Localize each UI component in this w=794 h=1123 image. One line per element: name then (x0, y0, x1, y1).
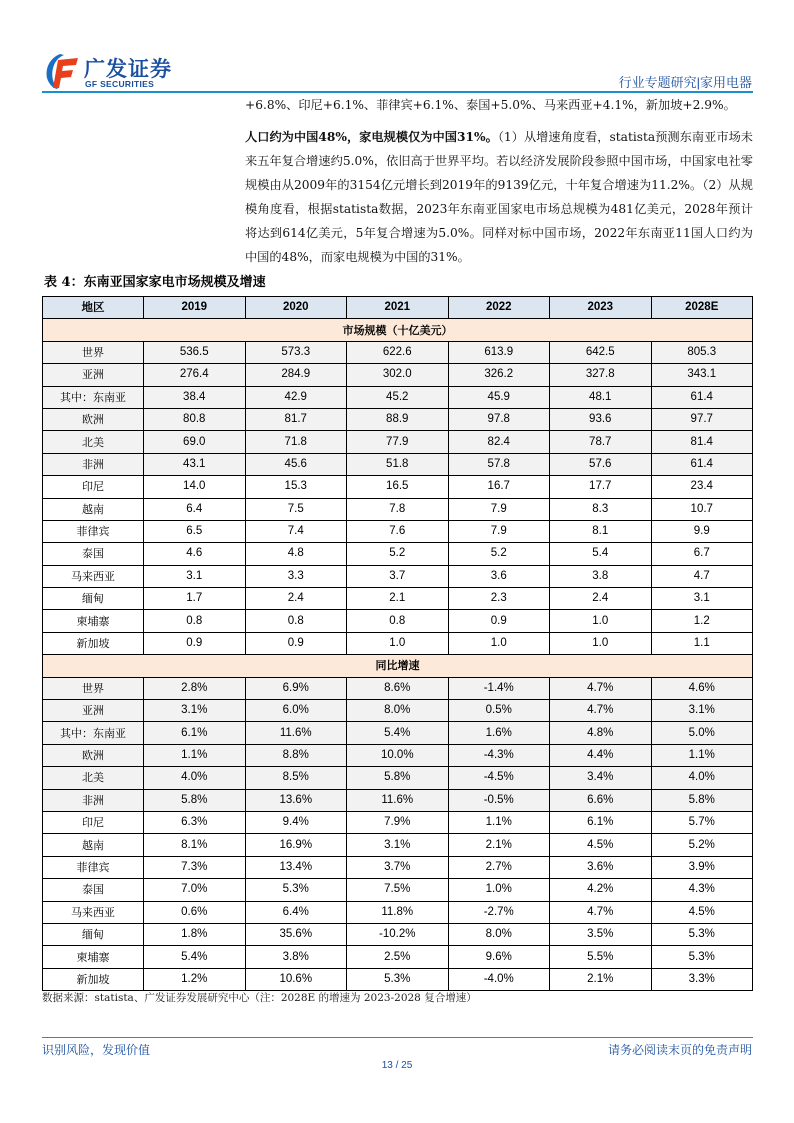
value-cell: 11.8% (347, 901, 449, 923)
table-row (43, 722, 753, 744)
value-cell: 11.6% (347, 789, 449, 811)
value-cell: 43.1 (144, 453, 246, 475)
value-cell: 51.8 (347, 453, 449, 475)
value-cell: 1.2 (651, 610, 753, 632)
value-cell: 8.6% (347, 677, 449, 699)
value-cell: 5.8% (347, 767, 449, 789)
market-size-table (42, 296, 753, 991)
table-row (43, 431, 753, 453)
header-cell-region: 地区 (43, 297, 144, 319)
table-header-row (43, 297, 753, 319)
value-cell: 5.3% (245, 879, 347, 901)
region-cell: 马来西亚 (43, 901, 144, 923)
table-row (43, 453, 753, 475)
value-cell: 5.3% (347, 968, 449, 990)
value-cell: 77.9 (347, 431, 449, 453)
value-cell: 13.4% (245, 856, 347, 878)
value-cell: 1.1 (651, 632, 753, 654)
value-cell: 16.9% (245, 834, 347, 856)
value-cell: 1.0 (347, 632, 449, 654)
value-cell: 8.0% (448, 923, 550, 945)
region-cell: 柬埔寨 (43, 946, 144, 968)
value-cell: 5.2% (651, 834, 753, 856)
value-cell: 1.8% (144, 923, 246, 945)
value-cell: 3.6 (448, 565, 550, 587)
value-cell: 6.7 (651, 543, 753, 565)
region-cell: 欧洲 (43, 744, 144, 766)
value-cell: 9.6% (448, 946, 550, 968)
value-cell: 3.1% (651, 700, 753, 722)
value-cell: 6.6% (550, 789, 652, 811)
value-cell: 48.1 (550, 386, 652, 408)
value-cell: 6.4% (245, 901, 347, 923)
region-cell: 世界 (43, 341, 144, 363)
value-cell: 80.8 (144, 408, 246, 430)
value-cell: 6.3% (144, 811, 246, 833)
value-cell: -2.7% (448, 901, 550, 923)
value-cell: 0.5% (448, 700, 550, 722)
value-cell: 8.5% (245, 767, 347, 789)
region-cell: 缅甸 (43, 923, 144, 945)
value-cell: 0.8 (347, 610, 449, 632)
table-row (43, 879, 753, 901)
value-cell: 16.5 (347, 476, 449, 498)
value-cell: 5.4% (144, 946, 246, 968)
value-cell: 4.5% (651, 901, 753, 923)
value-cell: 45.6 (245, 453, 347, 475)
value-cell: -4.3% (448, 744, 550, 766)
table-row (43, 610, 753, 632)
value-cell: 4.7% (550, 901, 652, 923)
value-cell: 7.6 (347, 520, 449, 542)
value-cell: 2.3 (448, 588, 550, 610)
region-cell: 缅甸 (43, 588, 144, 610)
table-row (43, 364, 753, 386)
value-cell: 276.4 (144, 364, 246, 386)
value-cell: 10.7 (651, 498, 753, 520)
table-row (43, 520, 753, 542)
value-cell: 5.5% (550, 946, 652, 968)
header-cell-2023: 2023 (550, 297, 652, 319)
region-cell: 泰国 (43, 543, 144, 565)
region-cell: 非洲 (43, 789, 144, 811)
value-cell: 7.4 (245, 520, 347, 542)
value-cell: 343.1 (651, 364, 753, 386)
value-cell: 2.4 (550, 588, 652, 610)
value-cell: 6.1% (144, 722, 246, 744)
table-row (43, 341, 753, 363)
value-cell: 4.7% (550, 700, 652, 722)
value-cell: 4.0% (651, 767, 753, 789)
value-cell: 17.7 (550, 476, 652, 498)
value-cell: 42.9 (245, 386, 347, 408)
header-cell-2028e: 2028E (651, 297, 753, 319)
value-cell: 3.6% (550, 856, 652, 878)
region-cell: 世界 (43, 677, 144, 699)
value-cell: 7.9% (347, 811, 449, 833)
value-cell: 1.1% (651, 744, 753, 766)
region-cell: 印尼 (43, 811, 144, 833)
value-cell: 16.7 (448, 476, 550, 498)
value-cell: 3.9% (651, 856, 753, 878)
footer-disclaimer: 请务必阅读末页的免责声明 (607, 1043, 752, 1057)
value-cell: 2.7% (448, 856, 550, 878)
value-cell: 81.7 (245, 408, 347, 430)
value-cell: 536.5 (144, 341, 246, 363)
value-cell: 3.3% (651, 968, 753, 990)
value-cell: 327.8 (550, 364, 652, 386)
footer-slogan: 识别风险，发现价值 (42, 1043, 151, 1057)
value-cell: 6.5 (144, 520, 246, 542)
region-cell: 菲律宾 (43, 856, 144, 878)
value-cell: 0.9 (144, 632, 246, 654)
value-cell: 4.8 (245, 543, 347, 565)
value-cell: 3.3 (245, 565, 347, 587)
value-cell: 69.0 (144, 431, 246, 453)
value-cell: 81.4 (651, 431, 753, 453)
gf-logo-icon (44, 52, 80, 90)
value-cell: 3.7% (347, 856, 449, 878)
value-cell: 2.4 (245, 588, 347, 610)
table-row (43, 700, 753, 722)
value-cell: 4.6 (144, 543, 246, 565)
value-cell: 23.4 (651, 476, 753, 498)
value-cell: 11.6% (245, 722, 347, 744)
region-cell: 印尼 (43, 476, 144, 498)
value-cell: 3.7 (347, 565, 449, 587)
value-cell: 8.1% (144, 834, 246, 856)
value-cell: 2.8% (144, 677, 246, 699)
table-row (43, 856, 753, 878)
value-cell: 1.0 (550, 610, 652, 632)
value-cell: -0.5% (448, 789, 550, 811)
table-row (43, 632, 753, 654)
header-cell-2022: 2022 (448, 297, 550, 319)
table-row (43, 923, 753, 945)
paragraph-body-text: （1）从增速角度看，statista预测东南亚市场未来五年复合增速约5.0%，依旧高于世界平均。若以经济发展阶段参照中国市场，中国家电社零规模由从2009年的3154亿元增长到2019年的9139亿元，十年复合增速为11.2%。（2）从规模角度看，根据statista数据，2023年东南亚国家电市场总规模为481亿美元，2028年预计将达到614亿美元，5年复合增速为5.0%。同样对标中国市场，2022年东南亚11国人口约为中国的48%，而家电规模为中国的31%。 (245, 130, 753, 264)
section-title: 同比增速 (43, 655, 753, 677)
section-title: 市场规模（十亿美元） (43, 319, 753, 341)
value-cell: 4.7% (550, 677, 652, 699)
table-row (43, 677, 753, 699)
value-cell: 2.1% (550, 968, 652, 990)
value-cell: 45.2 (347, 386, 449, 408)
report-section-title: 行业专题研究|家用电器 (618, 75, 752, 90)
value-cell: -10.2% (347, 923, 449, 945)
value-cell: 71.8 (245, 431, 347, 453)
region-cell: 新加坡 (43, 968, 144, 990)
table-row (43, 588, 753, 610)
value-cell: 3.8% (245, 946, 347, 968)
footer-divider (42, 1037, 753, 1038)
value-cell: 0.8 (144, 610, 246, 632)
table-row (43, 968, 753, 990)
value-cell: 1.1% (448, 811, 550, 833)
logo-english-text: GF SECURITIES (85, 79, 155, 89)
value-cell: 7.0% (144, 879, 246, 901)
value-cell: 0.6% (144, 901, 246, 923)
value-cell: 8.1 (550, 520, 652, 542)
value-cell: 57.6 (550, 453, 652, 475)
table-row (43, 744, 753, 766)
region-cell: 菲律宾 (43, 520, 144, 542)
value-cell: 4.3% (651, 879, 753, 901)
value-cell: 1.0% (448, 879, 550, 901)
value-cell: 642.5 (550, 341, 652, 363)
page-number: 13 / 25 (381, 1060, 413, 1071)
region-cell: 其中：东南亚 (43, 386, 144, 408)
table-section-row (43, 655, 753, 677)
header-cell-2020: 2020 (245, 297, 347, 319)
table-row (43, 946, 753, 968)
value-cell: 5.4% (347, 722, 449, 744)
value-cell: 7.9 (448, 520, 550, 542)
value-cell: 3.8 (550, 565, 652, 587)
value-cell: 284.9 (245, 364, 347, 386)
value-cell: 4.5% (550, 834, 652, 856)
table-row (43, 834, 753, 856)
table-row (43, 543, 753, 565)
value-cell: 8.8% (245, 744, 347, 766)
region-cell: 柬埔寨 (43, 610, 144, 632)
value-cell: 3.1 (144, 565, 246, 587)
value-cell: 3.5% (550, 923, 652, 945)
value-cell: 6.1% (550, 811, 652, 833)
value-cell: 61.4 (651, 453, 753, 475)
region-cell: 越南 (43, 834, 144, 856)
value-cell: 1.7 (144, 588, 246, 610)
value-cell: 1.6% (448, 722, 550, 744)
value-cell: 15.3 (245, 476, 347, 498)
value-cell: 4.0% (144, 767, 246, 789)
region-cell: 亚洲 (43, 700, 144, 722)
value-cell: 45.9 (448, 386, 550, 408)
value-cell: 4.2% (550, 879, 652, 901)
value-cell: 8.3 (550, 498, 652, 520)
value-cell: 5.3% (651, 946, 753, 968)
region-cell: 其中：东南亚 (43, 722, 144, 744)
logo-chinese-text: 广发证券 (84, 58, 172, 81)
region-cell: 新加坡 (43, 632, 144, 654)
value-cell: 6.9% (245, 677, 347, 699)
value-cell: 805.3 (651, 341, 753, 363)
value-cell: 9.9 (651, 520, 753, 542)
value-cell: -4.5% (448, 767, 550, 789)
value-cell: 3.1% (144, 700, 246, 722)
value-cell: 10.6% (245, 968, 347, 990)
value-cell: 57.8 (448, 453, 550, 475)
region-cell: 越南 (43, 498, 144, 520)
value-cell: 0.9 (245, 632, 347, 654)
value-cell: 5.0% (651, 722, 753, 744)
table-caption: 表 4：东南亚国家家电市场规模及增速 (44, 275, 266, 290)
value-cell: -4.0% (448, 968, 550, 990)
table-row (43, 811, 753, 833)
value-cell: 2.5% (347, 946, 449, 968)
table-row (43, 767, 753, 789)
value-cell: -1.4% (448, 677, 550, 699)
value-cell: 9.4% (245, 811, 347, 833)
value-cell: 5.2 (347, 543, 449, 565)
value-cell: 1.0 (550, 632, 652, 654)
value-cell: 1.0 (448, 632, 550, 654)
table-row (43, 498, 753, 520)
paragraph-lead-bold: 人口约为中国48%，家电规模仅为中国31%。 (245, 130, 498, 144)
value-cell: 4.4% (550, 744, 652, 766)
region-cell: 泰国 (43, 879, 144, 901)
value-cell: 4.7 (651, 565, 753, 587)
value-cell: 82.4 (448, 431, 550, 453)
value-cell: 7.5 (245, 498, 347, 520)
data-source-note: 数据来源：statista、广发证券发展研究中心（注：2028E 的增速为 2023-2028 复合增速） (42, 992, 477, 1004)
value-cell: 38.4 (144, 386, 246, 408)
value-cell: 4.8% (550, 722, 652, 744)
value-cell: 573.3 (245, 341, 347, 363)
value-cell: 6.0% (245, 700, 347, 722)
table-row (43, 901, 753, 923)
header-cell-2021: 2021 (347, 297, 449, 319)
value-cell: 13.6% (245, 789, 347, 811)
value-cell: 6.4 (144, 498, 246, 520)
value-cell: 7.3% (144, 856, 246, 878)
value-cell: 5.8% (651, 789, 753, 811)
region-cell: 亚洲 (43, 364, 144, 386)
region-cell: 北美 (43, 431, 144, 453)
value-cell: 88.9 (347, 408, 449, 430)
table-row (43, 408, 753, 430)
value-cell: 326.2 (448, 364, 550, 386)
value-cell: 7.8 (347, 498, 449, 520)
value-cell: 14.0 (144, 476, 246, 498)
region-cell: 非洲 (43, 453, 144, 475)
value-cell: 5.3% (651, 923, 753, 945)
paragraph-continuation: +6.8%、印尼+6.1%、菲律宾+6.1%、泰国+5.0%、马来西亚+4.1%，新加坡+2.9%。 (245, 98, 736, 112)
value-cell: 3.4% (550, 767, 652, 789)
table-row (43, 565, 753, 587)
value-cell: 3.1% (347, 834, 449, 856)
value-cell: 97.8 (448, 408, 550, 430)
value-cell: 302.0 (347, 364, 449, 386)
value-cell: 5.2 (448, 543, 550, 565)
value-cell: 622.6 (347, 341, 449, 363)
value-cell: 1.1% (144, 744, 246, 766)
paragraph-main (245, 125, 753, 269)
value-cell: 8.0% (347, 700, 449, 722)
company-logo (44, 52, 184, 92)
value-cell: 0.9 (448, 610, 550, 632)
value-cell: 5.4 (550, 543, 652, 565)
value-cell: 7.9 (448, 498, 550, 520)
value-cell: 1.2% (144, 968, 246, 990)
table-row (43, 476, 753, 498)
value-cell: 78.7 (550, 431, 652, 453)
value-cell: 613.9 (448, 341, 550, 363)
value-cell: 5.7% (651, 811, 753, 833)
value-cell: 61.4 (651, 386, 753, 408)
value-cell: 10.0% (347, 744, 449, 766)
value-cell: 35.6% (245, 923, 347, 945)
value-cell: 3.1 (651, 588, 753, 610)
value-cell: 2.1 (347, 588, 449, 610)
table-row (43, 789, 753, 811)
header-cell-2019: 2019 (144, 297, 246, 319)
value-cell: 2.1% (448, 834, 550, 856)
region-cell: 马来西亚 (43, 565, 144, 587)
region-cell: 欧洲 (43, 408, 144, 430)
value-cell: 97.7 (651, 408, 753, 430)
value-cell: 0.8 (245, 610, 347, 632)
value-cell: 7.5% (347, 879, 449, 901)
value-cell: 4.6% (651, 677, 753, 699)
region-cell: 北美 (43, 767, 144, 789)
value-cell: 93.6 (550, 408, 652, 430)
table-section-row (43, 319, 753, 341)
table-row (43, 386, 753, 408)
value-cell: 5.8% (144, 789, 246, 811)
